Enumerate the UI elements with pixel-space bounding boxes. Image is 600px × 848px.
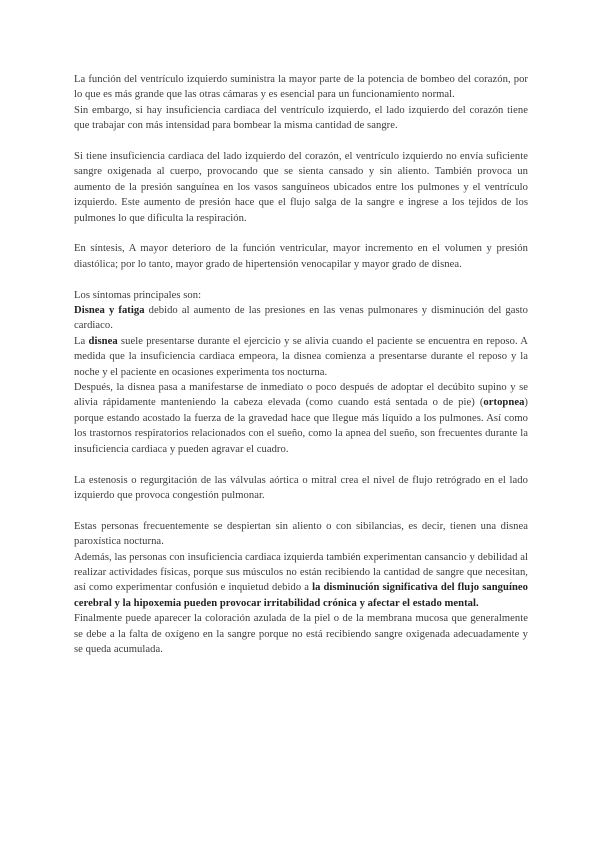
paragraph-spacer [74, 272, 528, 287]
paragraph-synthesis: En síntesis, A mayor deterioro de la función ventricular, mayor incremento en el volumen y presión diastólica; por lo tanto, mayor grado de hipertensión venocapilar y mayor grado de disnea. [74, 243, 528, 270]
paragraph-fatigue-confusion: Además, las personas con insuficiencia cardiaca izquierda también experimentan cansancio y debilidad al realizar actividades físicas, porque sus músculos no están recibiendo la cantidad de sangre que necesitan, así como experimentar confusión e inquietud debido a la disminución significativa del flujo sanguíneo cerebral y la hipoxemia pueden provocar irritabilidad crónica y afectar el estado mental. [74, 551, 528, 609]
paragraph-spacer [74, 457, 528, 472]
bold-statement: la disminución significativa del flujo sanguíneo cerebral y la hipoxemia pueden provocar irritabilidad crónica y afectar el estado mental. [74, 582, 528, 609]
paragraph-dyspnea: La disnea suele presentarse durante el ejercicio y se alivia cuando el paciente se encuentra en reposo. A medida que la insuficiencia cardiaca empeora, la disnea comienza a presentarse durante el reposo y la noche y el paciente en ocasiones experimenta tos nocturna. [74, 335, 528, 378]
paragraph-left-side-effects: Si tiene insuficiencia cardiaca del lado izquierdo del corazón, el ventrículo izquierdo no envía suficiente sangre oxigenada al cuerpo, provocando que se sienta cansado y sin aliento. También provoca un aumento de la presión sanguínea en los vasos sanguíneos ubicados entre los pulmones y el ventrículo izquierdo. Este aumento de presión hace que el flujo salga de la sangre e ingrese a los tejidos de los pulmones lo que dificulta la respiración. [74, 151, 528, 224]
bold-term: disnea [88, 335, 118, 347]
paragraph-left-heart-failure: Sin embargo, si hay insuficiencia cardiaca del ventrículo izquierdo, el lado izquierdo del corazón tiene que trabajar con más intensidad para bombear la misma cantidad de sangre. [74, 104, 528, 132]
bold-term: Disnea y fatiga [74, 305, 145, 317]
paragraph-spacer [74, 134, 528, 149]
paragraph-cyanosis: Finalmente puede aparecer la coloración azulada de la piel o de la membrana mucosa que generalmente se debe a la falta de oxígeno en la sangre porque no está recibiendo sangre oxigenada adecuadamente y se queda acumulada. [74, 613, 528, 655]
bold-term: ortopnea [483, 397, 525, 409]
paragraph-spacer [74, 226, 528, 241]
paragraph-orthopnea: Después, la disnea pasa a manifestarse de inmediato o poco después de adoptar el decúbito supino y se alivia rápidamente manteniendo la cabeza elevada (como cuando está sentada o de pie) (ortopnea) porque estando acostado la fuerza de la gravedad hace que llegue más líquido a los pulmones. Así como los trastornos respiratorios relacionados con el sueño, como la apnea del sueño, son frecuentes durante la insuficiencia cardiaca y pueden agravar el cuadro. [74, 382, 528, 455]
paragraph-valve-stenosis: La estenosis o regurgitación de las válvulas aórtica o mitral crea el nivel de flujo retrógrado en el lado izquierdo que provoca congestión pulmonar. [74, 474, 528, 501]
document-page [74, 72, 528, 657]
paragraph-spacer [74, 503, 528, 518]
paragraph-nocturnal-dyspnea: Estas personas frecuentemente se despiertan sin aliento o con sibilancias, es decir, tienen una disnea paroxística nocturna. [74, 520, 528, 548]
symptoms-heading: Los síntomas principales son: [74, 289, 202, 301]
paragraph-dyspnea-fatigue: Disnea y fatiga debido al aumento de las presiones en las venas pulmonares y disminución del gasto cardiaco. [74, 305, 528, 332]
paragraph-ventricle-function: La función del ventrículo izquierdo suministra la mayor parte de la potencia de bombeo del corazón, por lo que es más grande que las otras cámaras y es esencial para un funcionamiento normal. [74, 74, 528, 101]
